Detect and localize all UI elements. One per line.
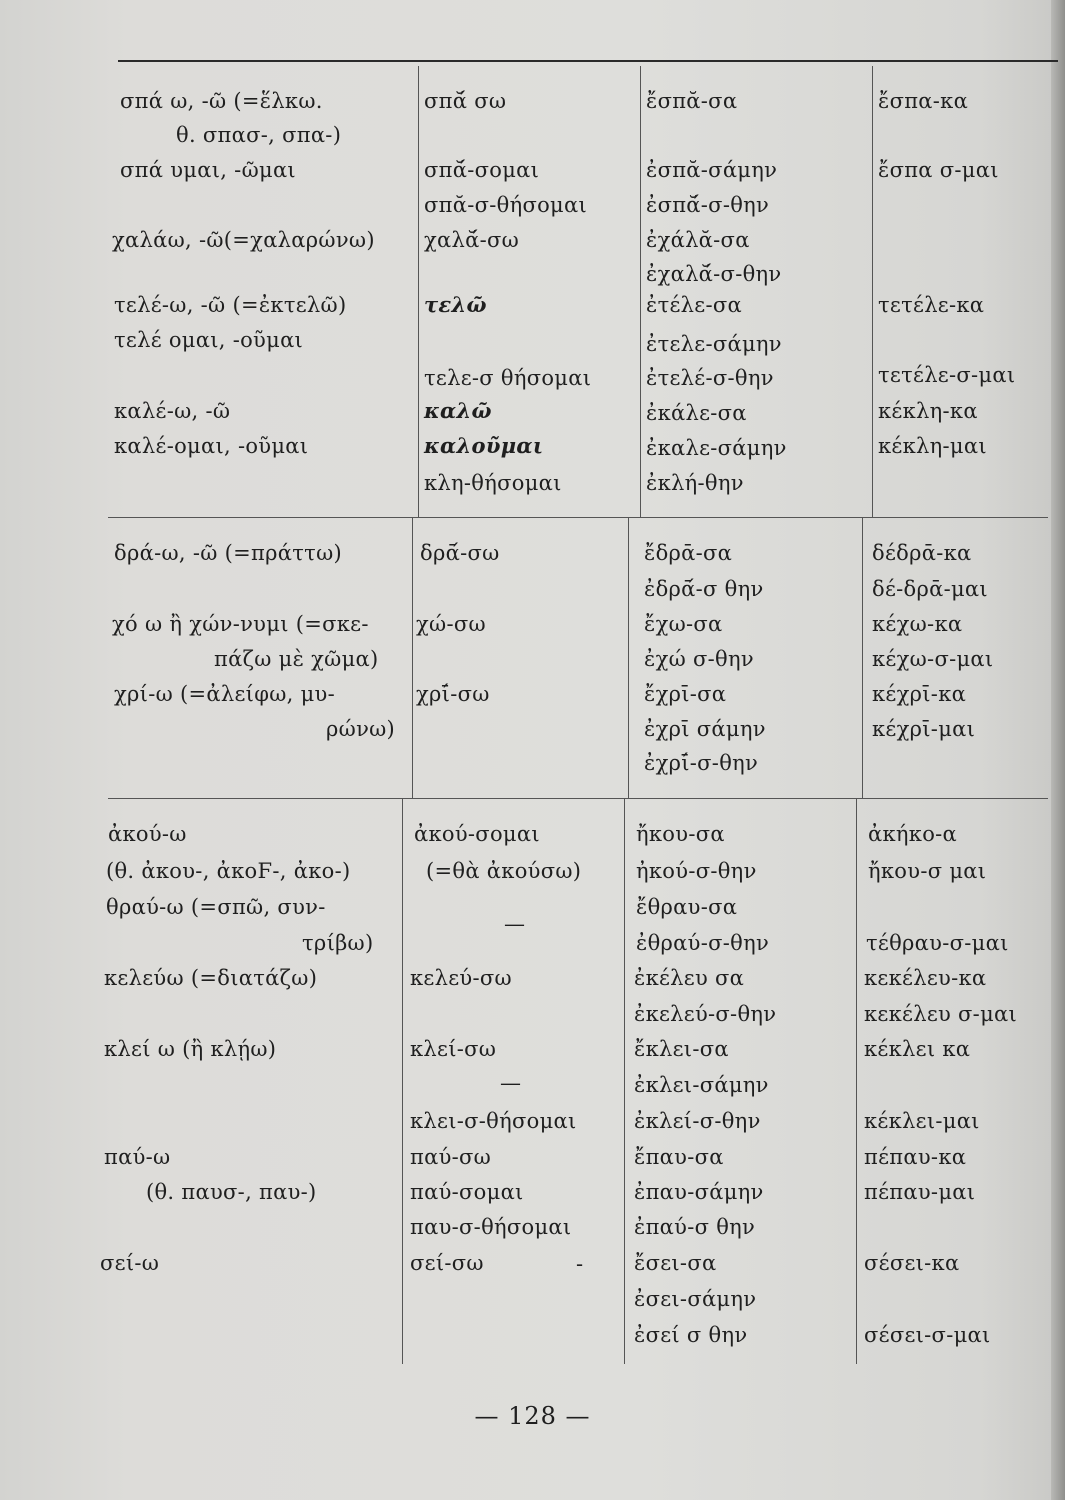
perfect-form: ἀκήκο-α — [868, 822, 958, 846]
present-form: θραύ-ω (=σπῶ, συν- — [106, 895, 326, 919]
perfect-form: πέπαυ-μαι — [864, 1180, 976, 1204]
future-form: κλη-θήσομαι — [424, 471, 562, 495]
page-number: — 128 — — [474, 1402, 591, 1430]
perfect-form: κέχω-σ-μαι — [872, 647, 994, 671]
present-form: χρί-ω (=ἀλείφω, μυ- — [114, 682, 335, 706]
perfect-form: δέ-δρᾱ-μαι — [872, 577, 988, 601]
future-form: χρῑ́-σω — [416, 682, 490, 706]
group-divider — [108, 517, 1048, 518]
present-form: τρίβω) — [302, 931, 374, 955]
future-form: σπᾰ́-σομαι — [424, 158, 540, 182]
column-divider — [418, 66, 419, 518]
aorist-form: ἐκλει-σάμην — [634, 1073, 769, 1097]
aorist-form: ἐχάλᾰ-σα — [646, 228, 750, 252]
aorist-form: ἐκελεύ-σ-θην — [634, 1002, 777, 1026]
future-form: παυ-σ-θήσομαι — [410, 1215, 572, 1239]
future-form: σπᾰ-σ-θήσομαι — [424, 193, 588, 217]
aorist-form: ἐσει-σάμην — [634, 1287, 757, 1311]
future-form: ἀκού-σομαι — [414, 822, 540, 846]
perfect-form: κεκέλευ-κα — [864, 966, 987, 990]
aorist-form: ἐχρῑ σάμην — [644, 717, 766, 741]
column-divider — [640, 66, 641, 518]
future-form: δρᾱ́-σω — [420, 541, 500, 565]
aorist-form: ἐθραύ-σ-θην — [636, 931, 770, 955]
future-form: κλει-σ-θήσομαι — [410, 1109, 577, 1133]
aorist-form: ἐκαλε-σάμην — [646, 436, 787, 460]
empty-form-mark: - — [576, 1252, 584, 1276]
future-form: καλῶ — [424, 398, 492, 423]
present-form: ἀκού-ω — [108, 822, 187, 846]
aorist-form: ἔπαυ-σα — [634, 1145, 724, 1169]
aorist-form: ἔσπᾰ-σα — [646, 89, 738, 113]
aorist-form: ἐτέλε-σα — [646, 293, 742, 317]
perfect-form: κέκλη-μαι — [878, 434, 987, 458]
perfect-form: δέδρᾱ-κα — [872, 541, 972, 565]
perfect-form: κέχρῑ-μαι — [872, 717, 976, 741]
present-form: ρώνω) — [326, 717, 396, 741]
perfect-form: κέκλη-κα — [878, 399, 978, 423]
perfect-form: κέκλει κα — [864, 1037, 971, 1061]
future-form: κλεί-σω — [410, 1037, 497, 1061]
perfect-form: ἔσπα-κα — [878, 89, 969, 113]
aorist-form: ἤκου-σα — [636, 822, 725, 846]
aorist-form: ἐσεί σ θην — [634, 1323, 748, 1347]
perfect-form: κέκλει-μαι — [864, 1109, 980, 1133]
perfect-form: τετέλε-κα — [878, 293, 985, 317]
perfect-form: τέθραυ-σ-μαι — [866, 931, 1009, 955]
group-divider — [108, 798, 1048, 799]
perfect-form: ἔσπα σ-μαι — [878, 158, 999, 182]
aorist-form: ἐτελε-σάμην — [646, 332, 782, 356]
perfect-form: πέπαυ-κα — [864, 1145, 967, 1169]
aorist-form: ἔχω-σα — [644, 612, 723, 636]
present-form: παύ-ω — [104, 1145, 171, 1169]
present-form: σεί-ω — [100, 1251, 160, 1275]
future-form: σπᾰ́ σω — [424, 89, 507, 113]
aorist-form: ἐκλή-θην — [646, 471, 744, 495]
future-form: τελῶ — [424, 292, 487, 317]
perfect-form: ἤκου-σ μαι — [868, 859, 987, 883]
aorist-form: ἐχαλᾰ́-σ-θην — [646, 262, 782, 286]
future-form: κελεύ-σω — [410, 966, 512, 990]
aorist-form: ἐκέλευ σα — [634, 966, 745, 990]
aorist-form: ἐχώ σ-θην — [644, 647, 754, 671]
aorist-form: ἐχρῑ́-σ-θην — [644, 751, 759, 775]
future-form: καλοῦμαι — [424, 433, 544, 458]
present-form: θ. σπασ-, σπα-) — [176, 123, 342, 147]
perfect-form: κέχω-κα — [872, 612, 963, 636]
aorist-form: ἐτελέ-σ-θην — [646, 366, 774, 390]
aorist-form: ἐπαύ-σ θην — [634, 1215, 756, 1239]
page-edge-shadow — [1051, 0, 1065, 1500]
present-form: δρά-ω, -ῶ (=πράττω) — [114, 541, 343, 565]
present-form: σπά ω, -ῶ (=ἕλκω. — [120, 89, 323, 113]
present-form: χαλάω, -ῶ(=χαλαρώνω) — [112, 228, 375, 252]
column-divider — [412, 518, 413, 798]
aorist-form: ἔθραυ-σα — [636, 895, 738, 919]
aorist-form: ἐσπᾰ-σάμην — [646, 158, 778, 182]
aorist-form: ἐσπᾰ́-σ-θην — [646, 193, 770, 217]
aorist-form: ἐκάλε-σα — [646, 401, 747, 425]
column-divider — [856, 798, 857, 1364]
present-form: τελέ-ω, -ῶ (=ἐκτελῶ) — [114, 293, 347, 317]
present-form: χό ω ἢ χών-νυμι (=σκε- — [112, 612, 369, 636]
present-form: κλεί ω (ἢ κλῄω) — [104, 1037, 277, 1061]
present-form: καλέ-ω, -ῶ — [114, 399, 231, 423]
aorist-form: ἔδρᾱ-σα — [644, 541, 733, 565]
column-divider — [628, 518, 629, 798]
perfect-form: κέχρῑ-κα — [872, 682, 967, 706]
future-form: παύ-σομαι — [410, 1180, 524, 1204]
perfect-form: κεκέλευ σ-μαι — [864, 1002, 1018, 1026]
column-divider — [624, 798, 625, 1364]
aorist-form: ἔχρῑ-σα — [644, 682, 727, 706]
future-form: χαλᾰ́-σω — [424, 228, 520, 252]
aorist-form: ἐκλεί-σ-θην — [634, 1109, 761, 1133]
present-form: (θ. παυσ-, παυ-) — [146, 1180, 317, 1204]
present-form: (θ. ἀκου-, ἀκοϜ-, ἀκο-) — [106, 859, 351, 883]
column-divider — [402, 798, 403, 1364]
present-form: πάζω μὲ χῶμα) — [214, 647, 379, 671]
perfect-form: σέσει-σ-μαι — [864, 1323, 991, 1347]
future-form: χώ-σω — [416, 612, 486, 636]
perfect-form: τετέλε-σ-μαι — [878, 363, 1016, 387]
present-form: κελεύω (=διατάζω) — [104, 966, 318, 990]
top-rule — [118, 60, 1058, 62]
column-divider — [862, 518, 863, 798]
empty-form-dash: — — [504, 912, 525, 936]
present-form: καλέ-ομαι, -οῦμαι — [114, 434, 309, 458]
present-form: σπά υμαι, -ῶμαι — [120, 158, 296, 182]
empty-form-dash: — — [500, 1071, 521, 1095]
future-form: παύ-σω — [410, 1145, 492, 1169]
aorist-form: ἠκού-σ-θην — [636, 859, 757, 883]
future-form: σεί-σω — [410, 1251, 484, 1275]
aorist-form: ἐπαυ-σάμην — [634, 1180, 764, 1204]
present-form: τελέ ομαι, -οῦμαι — [114, 328, 304, 352]
aorist-form: ἔσει-σα — [634, 1251, 717, 1275]
column-divider — [872, 66, 873, 518]
perfect-form: σέσει-κα — [864, 1251, 960, 1275]
aorist-form: ἔκλει-σα — [634, 1037, 729, 1061]
aorist-form: ἐδρᾱ́-σ θην — [644, 577, 764, 601]
future-form: τελε-σ θήσομαι — [424, 366, 592, 390]
future-form: (=θὰ ἀκούσω) — [426, 859, 582, 883]
